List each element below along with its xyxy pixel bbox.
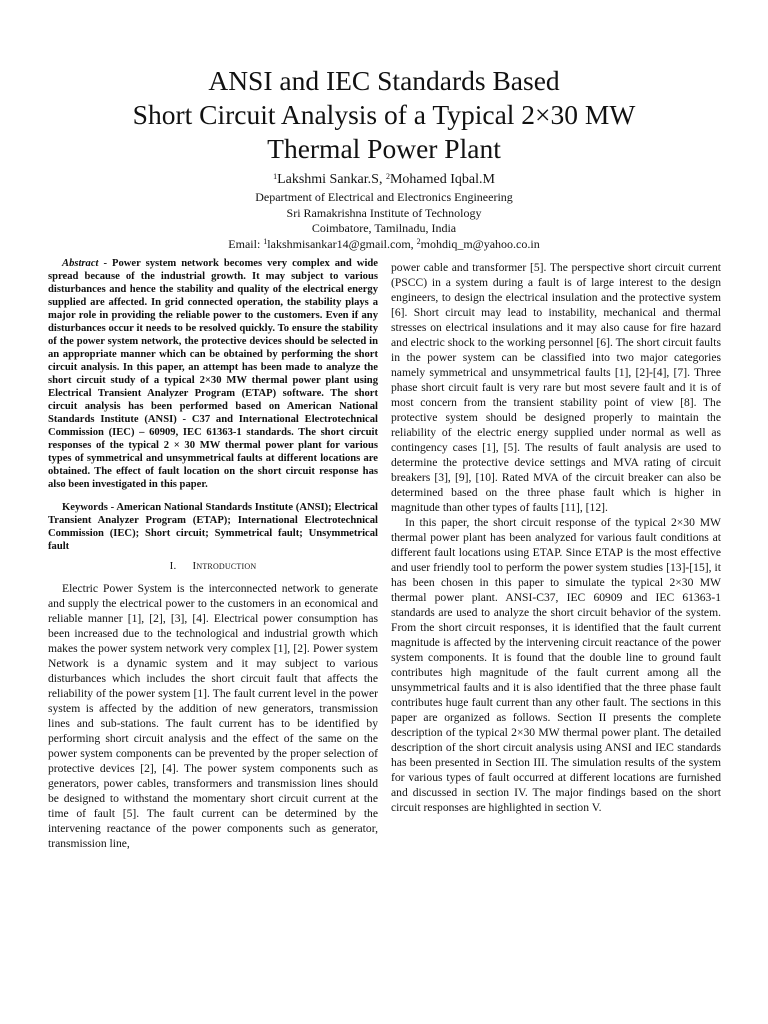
title-line-2: Short Circuit Analysis of a Typical 2×30 MW xyxy=(132,99,636,130)
abstract-lead: Abstract xyxy=(62,258,99,269)
email-label: Email: xyxy=(228,236,264,251)
title-line-3: Thermal Power Plant xyxy=(267,133,501,164)
intro-paragraph-1: Electric Power System is the interconnected network to generate and supply the electrical power to the customers in an economical and reliable manner [1], [2], [3], [4]. Electrical power consumption has been increased due to the technological and industrial growth which makes the power system network very complex [1], [2]. Power system Network is a dynamic system and it may subject to various disturbances which includes the short circuit fault that affects the reliability of the power system [1]. The fault current level in the power system is affected by the addition of new generators, transmission lines and sub-stations. The fault current has to be identified by performing short circuit analysis and the effect of the same on the power system components can be prevented by the proper selection of protective devices [2], [4]. The power system components such as generators, power cables, transformers and transmission lines should be designed to withstand the momentary short circuit current at the time of fault [5]. The fault current can be determined by the intervening reactance of the power components such as generator, transmission line, xyxy=(48,582,378,850)
title-line-1: ANSI and IEC Standards Based xyxy=(208,65,560,96)
section-heading-introduction xyxy=(48,559,378,574)
keywords-lead: Keywords xyxy=(62,502,108,513)
section-title: Introduction xyxy=(192,560,257,572)
intro-paragraph-1-continued: power cable and transformer [5]. The perspective short circuit current (PSCC) in a system during a fault is of large interest to the design engineers, to design the electrical insulation and the protective system [6]. Short circuit may lead to instability, mechanical and thermal stresses on electrical insulations and it may also cause for fire hazard and electric shock to the working personnel [6]. The short circuit faults in the power system can be classified into two major categories namely symmetrical and unsymmetrical faults [1], [2]-[4], [7]. Three phase short circuit fault is very rare but most severe fault and it is of most concern from the transient stability point of view [8]. The protective system should be designed properly to maintain the reliability of the electric energy supplied under normal as well as contingency cases [1], [5]. The results of fault analysis are used to determine the protective device settings and MVA rating of circuit breakers [3], [9], [10]. Rated MVA of the circuit breaker can also be determined based on the three phase fault which is higher in magnitude than other types of faults [11], [12]. xyxy=(391,261,721,514)
email-2: mohdiq_m@yahoo.co.in xyxy=(420,236,540,251)
section-number: I. xyxy=(169,560,177,572)
department: Department of Electrical and Electronics Engineering xyxy=(255,190,513,204)
author-2-superscript: 2 xyxy=(385,172,390,181)
email-2-superscript: 2 xyxy=(416,236,421,246)
right-column xyxy=(391,260,721,815)
location: Coimbatore, Tamilnadu, India xyxy=(311,221,457,235)
abstract-text: - Power system network becomes very complex and wide spread because of the industrial growth. It may subject to various disturbances and hence the stability and quality of the electrical energy supplied are affected. In grid connected operation, the stability plays a major role in providing the reliable power to the customers. Even if any disturbances occur it needs to be resolved quickly. To ensure the stability of the power system network, the protective devices should be selected in an appropriate manner which can be obtained by performing the short circuit analysis. In this paper, an attempt has been made to analyze the short circuit study of a typical 2×30 MW thermal power plant using Electrical Transient Analyzer Program (ETAP) software. The short circuit analysis has been performed based on American National Standards Institute (ANSI) - C37 and International Electrotechnical Commission (IEC) – 60909, IEC 61363-1 standards. The short circuit responses of the typical 2 × 30 MW thermal power plant for various types of symmetrical and unsymmetrical faults at different locations are obtained. The effect of fault location on the short circuit response has also been investigated in this paper. xyxy=(48,258,378,490)
keywords xyxy=(48,501,378,553)
left-column xyxy=(48,257,378,851)
email-line xyxy=(40,237,728,253)
email-1-superscript: 1 xyxy=(263,236,268,246)
email-1: lakshmisankar14@gmail.com, xyxy=(267,236,417,251)
paper-title xyxy=(40,64,728,166)
author-1-superscript: 1 xyxy=(273,172,278,181)
keywords-text: - American National Standards Institute (ANSI); Electrical Transient Analyzer Program (ETAP); International Electrotechnical Commission (IEC); Short circuit; Symmetrical fault; Unsymmetrical fault xyxy=(48,502,378,552)
author-list xyxy=(40,171,728,188)
author-2-name: Mohamed Iqbal.M xyxy=(389,172,495,187)
abstract xyxy=(48,257,378,491)
affiliation-block xyxy=(40,190,728,252)
intro-paragraph-2: In this paper, the short circuit response of the typical 2×30 MW thermal power plant has been analyzed for various fault conditions at different fault locations using ETAP. Since ETAP is the most effective and user friendly tool to perform the power system studies [13]-[15], it has been chosen in this paper to simulate the typical 2×30 MW thermal power plant. ANSI-C37, IEC 60909 and IEC 61363-1 standards are used to analyze the short circuit behavior of the system. From the short circuit responses, it is identified that the fault current magnitude is affected by the intervening circuit reactance of the power system components. It is found that the double line to ground fault contributes high magnitude of the fault current among all the unsymmetrical faults and it is also identified that the three phase fault contributes huge fault current than any other fault. The sections in this paper are organized as follows. Section II presents the complete description of the typical 2×30 MW thermal power plant. The detailed description of the short circuit analysis using ANSI and IEC standards has been presented in Section III. The simulation results of the system for various types of fault occurred at different locations are furnished and discussed in section IV. The major findings based on the short circuit responses are highlighted in section V. xyxy=(391,516,721,814)
author-1-name: Lakshmi Sankar.S, xyxy=(277,172,386,187)
institute: Sri Ramakrishna Institute of Technology xyxy=(286,205,482,220)
